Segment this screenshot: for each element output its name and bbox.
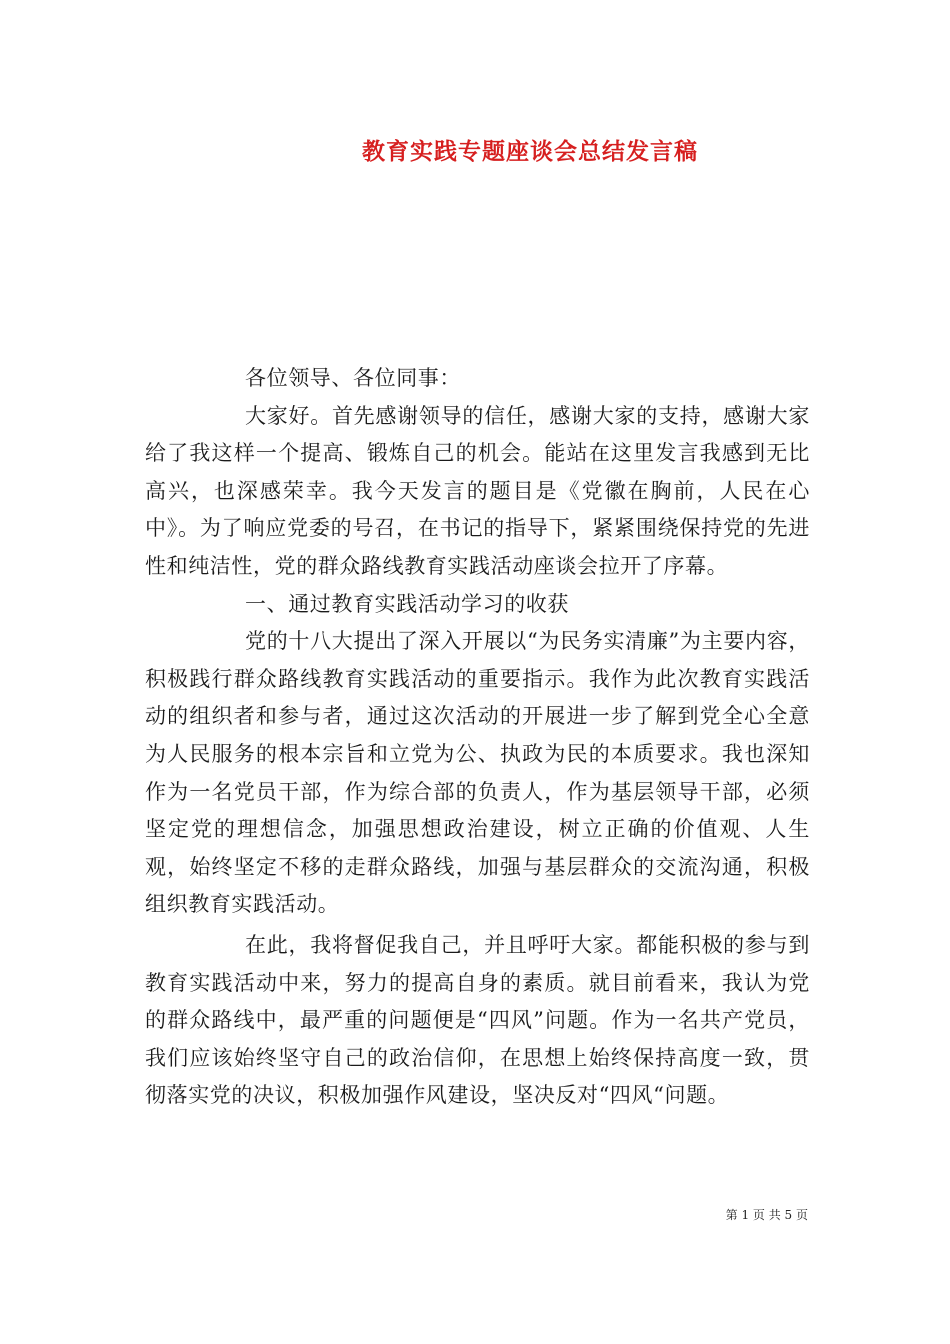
document-body	[145, 360, 810, 1115]
document-title: 教育实践专题座谈会总结发言稿	[362, 139, 698, 165]
paragraph-call: 在此，我将督促我自己，并且呼吁大家。都能积极的参与到教育实践活动中来，努力的提高自身的素质。就目前看来，我认为党的群众路线中，最严重的问题便是“四风”问题。作为一名共产党员，我们应该始终坚守自己的政治信仰，在思想上始终保持高度一致，贯彻落实党的决议，积极加强作风建设，坚决反对“四风“问题。	[145, 932, 810, 1108]
section-heading: 一、通过教育实践活动学习的收获	[245, 591, 569, 616]
paragraph-greeting: 大家好。首先感谢领导的信任，感谢大家的支持，感谢大家给了我这样一个提高、锻炼自己的机会。能站在这里发言我感到无比高兴，也深感荣幸。我今天发言的题目是《党徽在胸前，人民在心中》。为了响应党委的号召，在书记的指导下，紧紧围绕保持党的先进性和纯洁性，党的群众路线教育实践活动座谈会拉开了序幕。	[145, 403, 810, 578]
page-number: 第 1 页 共 5 页	[725, 1208, 808, 1222]
salutation: 各位领导、各位同事：	[245, 366, 461, 390]
paragraph-harvest: 党的十八大提出了深入开展以“为民务实清廉”为主要内容，积极践行群众路线教育实践活动的重要指示。我作为此次教育实践活动的组织者和参与者，通过这次活动的开展进一步了解到党全心全意为人民服务的根本宗旨和立党为公、执政为民的本质要求。我也深知作为一名党员干部，作为综合部的负责人，作为基层领导干部，必须坚定党的理想信念，加强思想政治建设，树立正确的价值观、人生观，始终坚定不移的走群众路线，加强与基层群众的交流沟通，积极组织教育实践活动。	[145, 629, 810, 917]
